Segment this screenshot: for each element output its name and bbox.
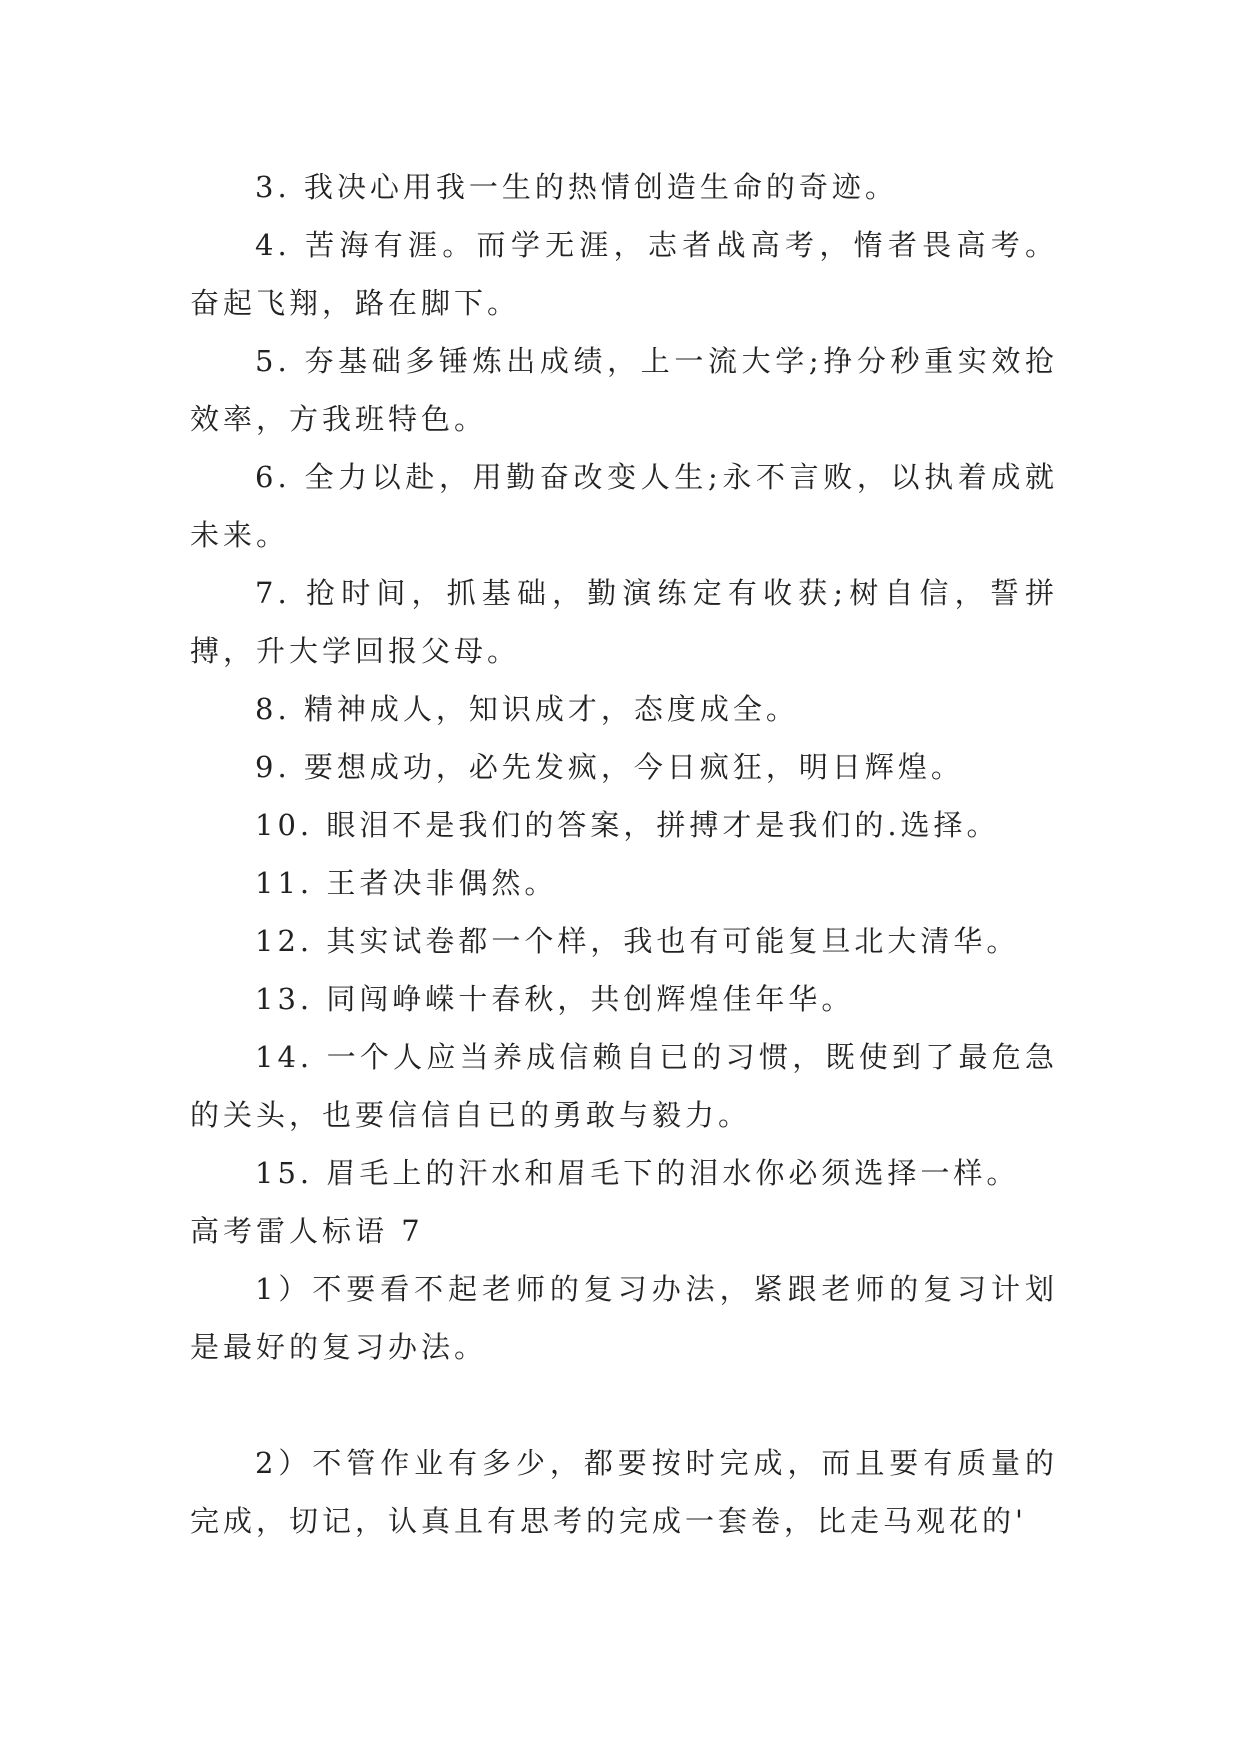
list-item-14: 14. 一个人应当养成信赖自已的习惯，既使到了最危急的关头，也要信信自已的勇敢与毅力。 xyxy=(190,1040,1058,1132)
list-item-13: 13. 同闯峥嵘十春秋，共创辉煌佳年华。 xyxy=(255,982,855,1016)
list-item-11: 11. 王者决非偶然。 xyxy=(255,866,558,900)
section-heading: 高考雷人标语 7 xyxy=(190,1214,424,1248)
list-item-7: 7. 抢时间，抓基础，勤演练定有收获;树自信，誓拼搏，升大学回报父母。 xyxy=(190,576,1058,668)
document-body xyxy=(190,158,1058,1550)
list-item-3: 3. 我决心用我一生的热情创造生命的奇迹。 xyxy=(255,170,898,204)
list-item-8: 8. 精神成人，知识成才，态度成全。 xyxy=(255,692,799,726)
paragraph-gap xyxy=(190,1376,1058,1434)
list-item-12: 12. 其实试卷都一个样，我也有可能复旦北大清华。 xyxy=(255,924,1020,958)
list-item-15: 15. 眉毛上的汗水和眉毛下的泪水你必须选择一样。 xyxy=(255,1156,1020,1190)
list-item-4: 4. 苦海有涯。而学无涯，志者战高考，惰者畏高考。奋起飞翔，路在脚下。 xyxy=(190,228,1058,320)
list-item-6: 6. 全力以赴，用勤奋改变人生;永不言败，以执着成就未来。 xyxy=(190,460,1058,552)
list-item-9: 9. 要想成功，必先发疯，今日疯狂，明日辉煌。 xyxy=(255,750,964,784)
tip-item-1: 1）不要看不起老师的复习办法，紧跟老师的复习计划是最好的复习办法。 xyxy=(190,1272,1058,1364)
tip-item-2: 2）不管作业有多少，都要按时完成，而且要有质量的完成，切记，认真且有思考的完成一套卷，比走马观花的' xyxy=(190,1446,1058,1538)
list-item-5: 5. 夯基础多锤炼出成绩，上一流大学;挣分秒重实效抢效率，方我班特色。 xyxy=(190,344,1058,436)
list-item-10: 10. 眼泪不是我们的答案，拼搏才是我们的.选择。 xyxy=(255,808,1000,842)
